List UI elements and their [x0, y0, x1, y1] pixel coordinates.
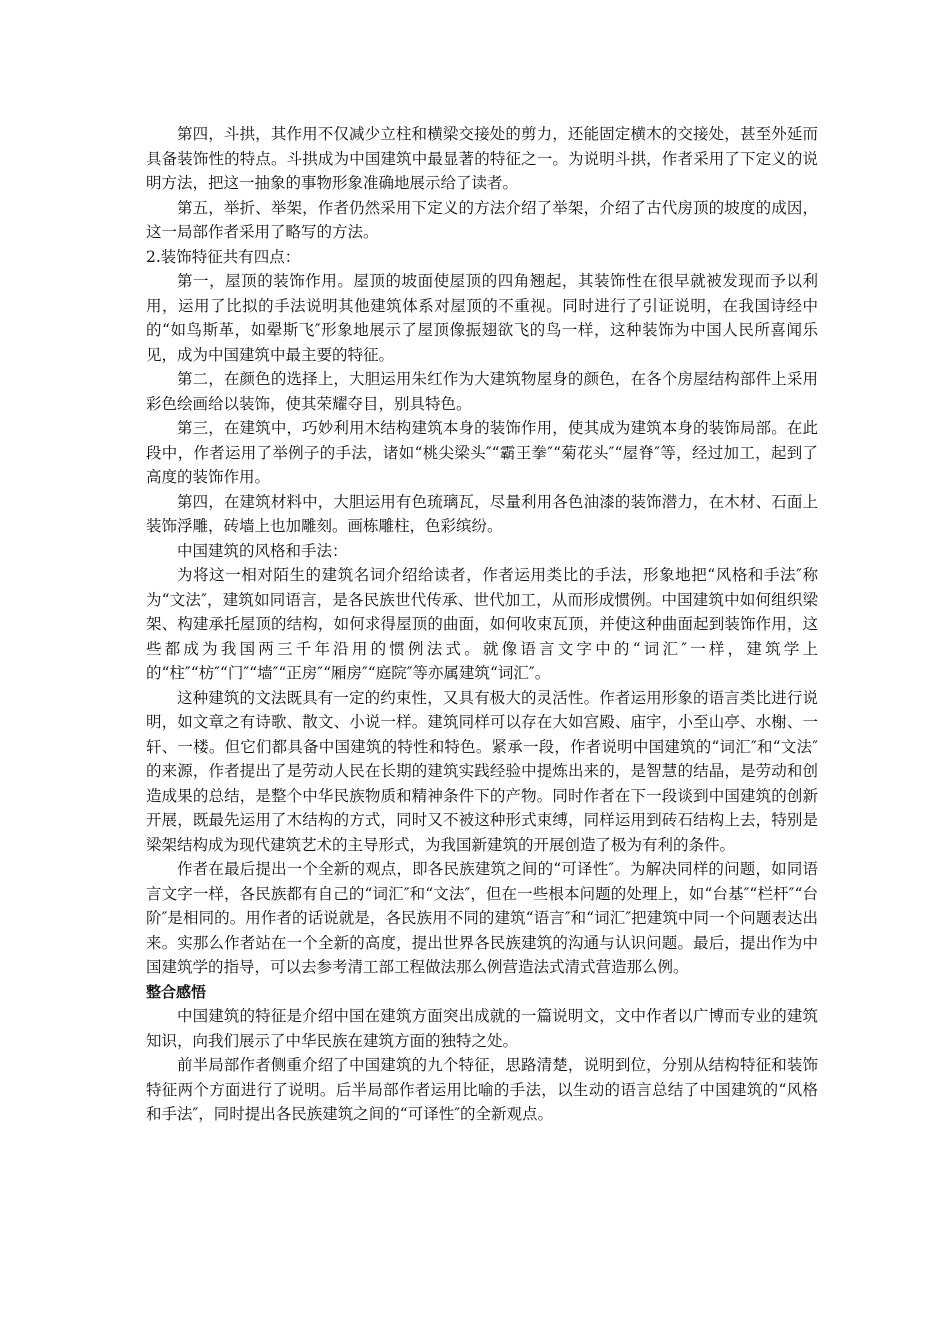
paragraph-summary-structure: 前半局部作者侧重介绍了中国建筑的九个特征，思路清楚，说明到位，分别从结构特征和装饰特征两个方面进行了说明。后半局部作者运用比喻的手法，以生动的语言总结了中国建筑的“风格和手法″，同时提出各民族建筑之间的“可译性″的全新观点。 — [146, 1056, 818, 1123]
paragraph-summary-intro: 中国建筑的特征是介绍中国在建筑方面突出成就的一篇说明文，文中作者以广博而专业的建筑知识，向我们展示了中华民族在建筑方面的独特之处。 — [146, 1007, 818, 1050]
subheading-style-and-method: 中国建筑的风格和手法： — [177, 541, 348, 560]
paragraph-grammar-flexibility: 这种建筑的文法既具有一定的约束性，又具有极大的灵活性。作者运用形象的语言类比进行说明，如文章之有诗歌、散文、小说一样。建筑同样可以存在大如宫殿、庙宇，小至山亭、水榭、一轩、一楼。但它们都具备中国建筑的特性和特色。紧承一段，作者说明中国建筑的“词汇″和“文法″的来源，作者提出了是劳动人民在长期的建筑实践经验中提炼出来的，是智慧的结晶，是劳动和创造成果的总结，是整个中华民族物质和精神条件下的产物。同时作者在下一段谈到中国建筑的创新开展，既最先运用了木结构的方式，同时又不被这种形式束缚，同样运用到砖石结构上去，特别是梁架结构成为现代建筑艺术的主导形式，为我国新建筑的开展创造了极为有利的条件。 — [146, 688, 818, 854]
document-page — [146, 122, 818, 1127]
paragraph-materials: 第四，在建筑材料中，大胆运用有色琉璃瓦，尽量利用各色油漆的装饰潜力，在木材、石面上装饰浮雕，砖墙上也加雕刻。画栋雕柱，色彩缤纷。 — [146, 492, 818, 535]
paragraph-roof-decoration: 第一，屋顶的装饰作用。屋顶的坡面使屋顶的四角翘起，其装饰性在很早就被发现而予以利用，运用了比拟的手法说明其他建筑体系对屋顶的不重视。同时进行了引证说明，在我国诗经中的“如鸟斯革，如翚斯飞″形象地展示了屋顶像振翅欲飞的鸟一样，这种装饰为中国人民所喜闻乐见，成为中国建筑中最主要的特征。 — [146, 272, 818, 364]
paragraph-translatability: 作者在最后提出一个全新的观点，即各民族建筑之间的“可译性″。为解决同样的问题，如同语言文字一样，各民族都有自己的“词汇″和“文法″，但在一些根本问题的处理上，如“台基″“栏杆″“台阶″是相同的。用作者的话说就是，各民族用不同的建筑“语言″和“词汇″把建筑中同一个问题表达出来。实那么作者站在一个全新的高度，提出世界各民族建筑的沟通与认识问题。最后，提出作为中国建筑学的指导，可以去参考清工部工程做法那么例营造法式清式营造那么例。 — [146, 860, 818, 976]
paragraph-jujia: 第五，举折、举架，作者仍然采用下定义的方法介绍了举架，介绍了古代房顶的坡度的成因，这一局部作者采用了略写的方法。 — [146, 198, 818, 241]
paragraph-wood-structure: 第三，在建筑中，巧妙利用木结构建筑本身的装饰作用，使其成为建筑本身的装饰局部。在此段中，作者运用了举例子的手法，诸如“桃尖梁头″“霸王拳″“菊花头″“屋脊″等，经过加工，起到了高度的装饰作用。 — [146, 419, 818, 486]
paragraph-grammar-analogy: 为将这一相对陌生的建筑名词介绍给读者，作者运用类比的手法，形象地把“风格和手法″称为“文法″，建筑如同语言，是各民族世代传承、世代加工，从而形成惯例。中国建筑中如何组织梁架、构建承托屋顶的结构，如何求得屋顶的曲面，如何收束瓦顶，并使这种曲面起到装饰作用，这些都成为我国两三千年沿用的惯例法式。就像语言文字中的“词汇″一样，建筑学上的“柱″“枋″“门″“墙″“正房″“厢房″“庭院″等亦属建筑“词汇″。 — [146, 566, 818, 682]
section-decoration-features: 2.装饰特征共有四点： — [146, 247, 301, 266]
section-heading-summary: 整合感悟 — [146, 982, 207, 1001]
paragraph-dougong: 第四，斗拱，其作用不仅减少立柱和横梁交接处的剪力，还能固定横木的交接处，甚至外延而具备装饰性的特点。斗拱成为中国建筑中最显著的特征之一。为说明斗拱，作者采用了下定义的说明方法，把这一抽象的事物形象准确地展示给了读者。 — [146, 125, 818, 192]
paragraph-color-choice: 第二，在颜色的选择上，大胆运用朱红作为大建筑物屋身的颜色，在各个房屋结构部件上采用彩色绘画给以装饰，使其荣耀夺目，别具特色。 — [146, 370, 818, 413]
